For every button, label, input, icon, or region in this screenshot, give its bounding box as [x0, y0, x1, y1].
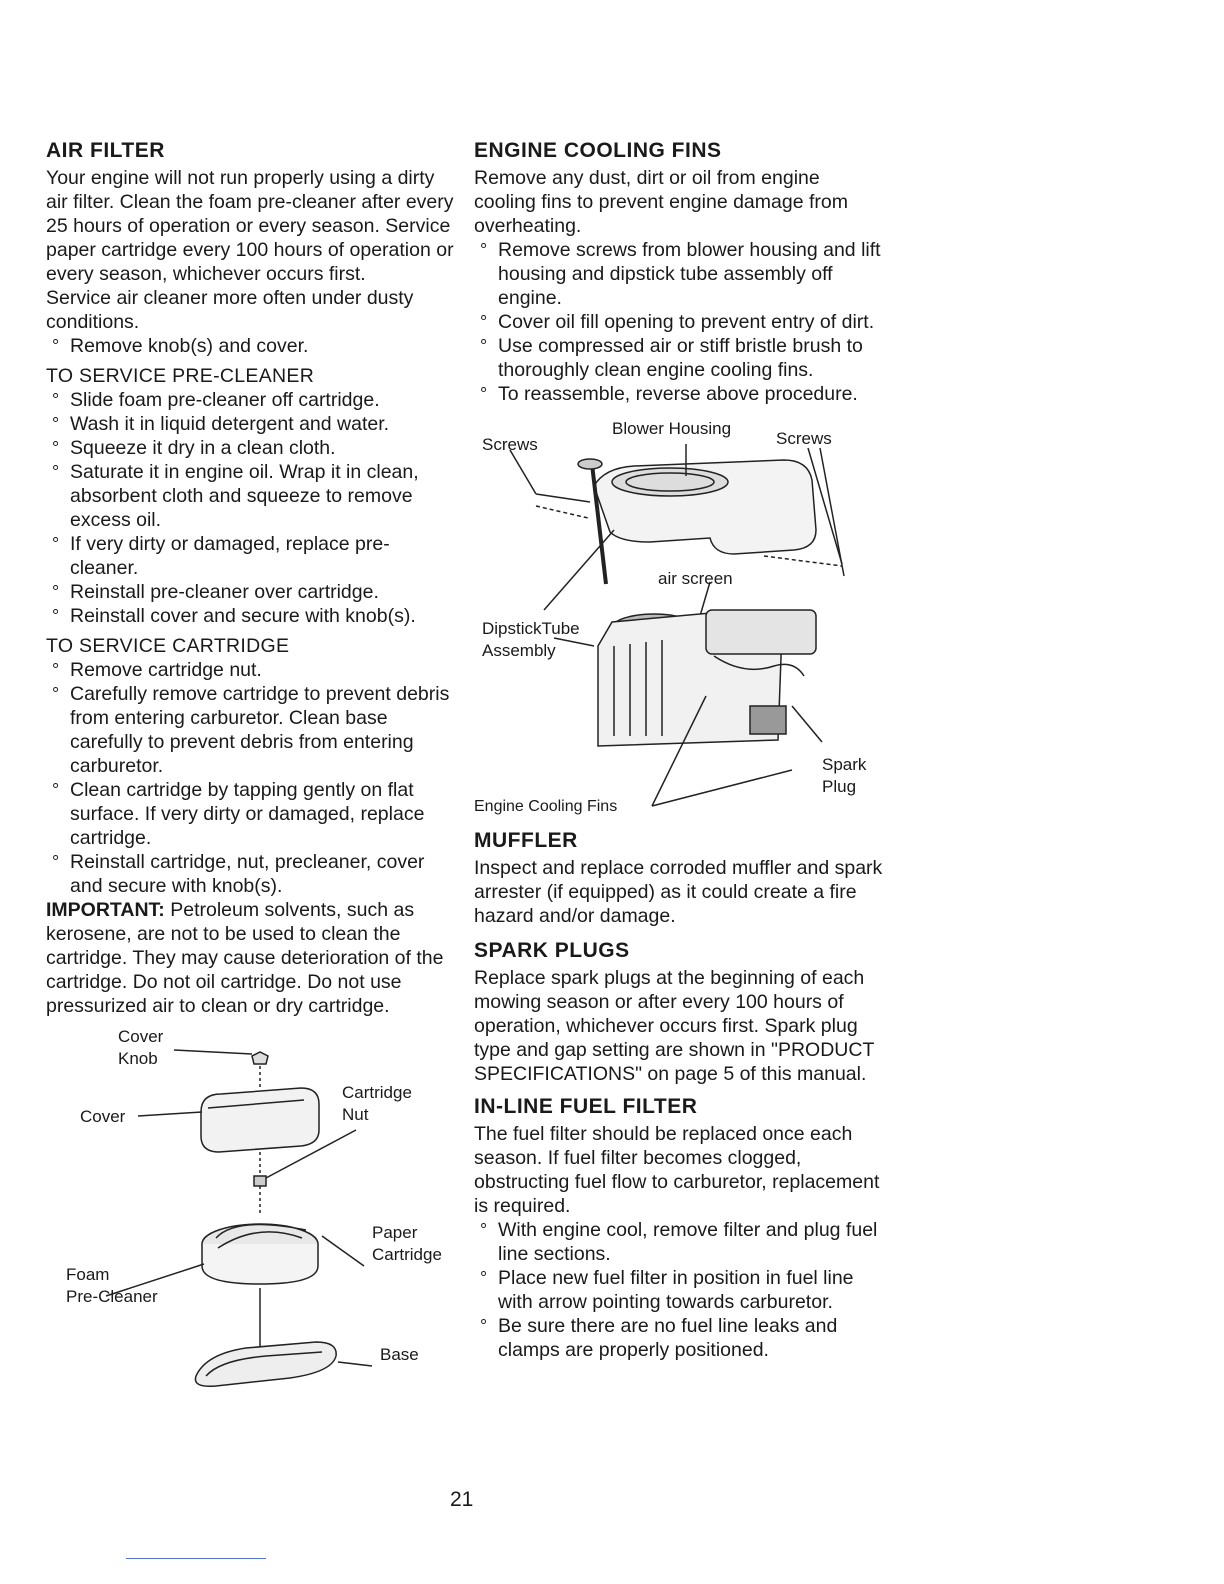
- page-number: 21: [450, 1488, 474, 1511]
- list-item: ° With engine cool, remove filter and plug fuel line sections.: [474, 1218, 884, 1266]
- cover-label: Cover: [80, 1107, 126, 1126]
- list-item: ° Slide foam pre-cleaner off cartridge.: [46, 388, 456, 412]
- spark-plugs-text: Replace spark plugs at the beginning of each mowing season or after every 100 hours of operation, whichever occurs first. Spark plug type and gap setting are shown in "PRODUCT SPECIFICATIONS" on page 5 of this manual.: [474, 967, 875, 1085]
- important-note: [46, 898, 456, 1018]
- engine-drawing: [474, 406, 884, 814]
- cooling-fins-intro: Remove any dust, dirt or oil from engine cooling fins to prevent engine damage from overheating.: [474, 167, 848, 237]
- list-item: ° To reassemble, reverse above procedure.: [474, 382, 884, 406]
- air-filter-intro: Your engine will not run properly using a dirty air filter. Clean the foam pre-cleaner after every 25 hours of operation or every season. Service paper cartridge every 100 hours of operation or every season, whichever occurs first.: [46, 167, 454, 285]
- list-item: ° Reinstall cartridge, nut, precleaner, cover and secure with knob(s).: [46, 850, 456, 898]
- precleaner-steps: [46, 388, 456, 628]
- foam-precleaner-label: Pre-Cleaner: [66, 1287, 158, 1306]
- list-item: ° Remove cartridge nut.: [46, 658, 456, 682]
- list-item: ° Wash it in liquid detergent and water.: [46, 412, 456, 436]
- list-item: ° Remove knob(s) and cover.: [46, 334, 456, 358]
- fuel-filter-text: The fuel filter should be replaced once each season. If fuel filter becomes clogged, obstructing fuel flow to carburetor, replacement is required.: [474, 1123, 880, 1217]
- air-screen-label: air screen: [658, 569, 733, 588]
- important-label: IMPORTANT:: [46, 899, 165, 921]
- spark-plugs-heading: SPARK PLUGS: [474, 939, 630, 962]
- cartridge-subheading: TO SERVICE CARTRIDGE: [46, 635, 290, 657]
- paper-cartridge-label: Paper: [372, 1223, 418, 1242]
- list-item: ° Reinstall pre-cleaner over cartridge.: [46, 580, 456, 604]
- list-item: ° Place new fuel filter in position in fuel line with arrow pointing towards carburetor.: [474, 1266, 884, 1314]
- cover-knob-label: Knob: [118, 1049, 158, 1068]
- air-filter-intro-2: Service air cleaner more often under dusty conditions.: [46, 287, 414, 333]
- list-item: ° Cover oil fill opening to prevent entry of dirt.: [474, 310, 884, 334]
- air-filter-heading: AIR FILTER: [46, 139, 165, 162]
- screws-right-label: Screws: [776, 429, 832, 448]
- dipstick-tube-label: DipstickTube: [482, 619, 580, 638]
- air-filter-diagram: [46, 1026, 456, 1396]
- fuel-filter-steps: [474, 1218, 884, 1362]
- list-item: ° Reinstall cover and secure with knob(s).: [46, 604, 456, 628]
- right-column: [474, 138, 884, 1362]
- screws-left-label: Screws: [482, 435, 538, 454]
- blower-housing-label: Blower Housing: [612, 419, 732, 438]
- fuel-filter-heading: IN-LINE FUEL FILTER: [474, 1095, 698, 1118]
- foam-precleaner-label: Foam: [66, 1265, 110, 1284]
- paper-cartridge-label: Cartridge: [372, 1245, 442, 1264]
- important-text: Petroleum solvents, such as kerosene, are not to be used to clean the cartridge. They may cause deterioration of the cartridge. Do not oil cartridge. Do not use pressurized air to clean or dry cartridge.: [46, 899, 444, 1017]
- list-item: ° Remove screws from blower housing and lift housing and dipstick tube assembly off engine.: [474, 238, 884, 310]
- dipstick-tube-label: Assembly: [482, 641, 556, 660]
- list-item: ° Carefully remove cartridge to prevent debris from entering carburetor. Clean base carefully to prevent debris from entering carburetor.: [46, 682, 456, 778]
- list-item: ° Use compressed air or stiff bristle brush to thoroughly clean engine cooling fins.: [474, 334, 884, 382]
- cartridge-steps: [46, 658, 456, 898]
- footer-rule: [126, 1558, 266, 1559]
- list-item: ° Be sure there are no fuel line leaks and clamps are properly positioned.: [474, 1314, 884, 1362]
- muffler-heading: MUFFLER: [474, 829, 578, 852]
- cartridge-nut-label: Nut: [342, 1105, 369, 1124]
- engine-diagram: [474, 406, 884, 814]
- spark-plug-label: Plug: [822, 777, 857, 796]
- precleaner-subheading: TO SERVICE PRE-CLEANER: [46, 365, 315, 387]
- left-column: [46, 138, 456, 1396]
- cartridge-nut-label: Cartridge: [342, 1083, 412, 1102]
- cooling-fins-heading: ENGINE COOLING FINS: [474, 139, 722, 162]
- list-item: ° Saturate it in engine oil. Wrap it in clean, absorbent cloth and squeeze to remove excess oil.: [46, 460, 456, 532]
- muffler-text: Inspect and replace corroded muffler and spark arrester (if equipped) as it could create a fire hazard and/or damage.: [474, 857, 883, 927]
- cover-knob-label: Cover: [118, 1027, 164, 1046]
- list-item: ° If very dirty or damaged, replace pre-cleaner.: [46, 532, 456, 580]
- spark-plug-label: Spark: [822, 755, 867, 774]
- list-item: ° Clean cartridge by tapping gently on flat surface. If very dirty or damaged, replace cartridge.: [46, 778, 456, 850]
- base-label: Base: [380, 1345, 419, 1364]
- cooling-fins-steps: [474, 238, 884, 406]
- cooling-fins-label: Engine Cooling Fins: [474, 798, 618, 815]
- remove-cover-list: [46, 334, 456, 358]
- list-item: ° Squeeze it dry in a clean cloth.: [46, 436, 456, 460]
